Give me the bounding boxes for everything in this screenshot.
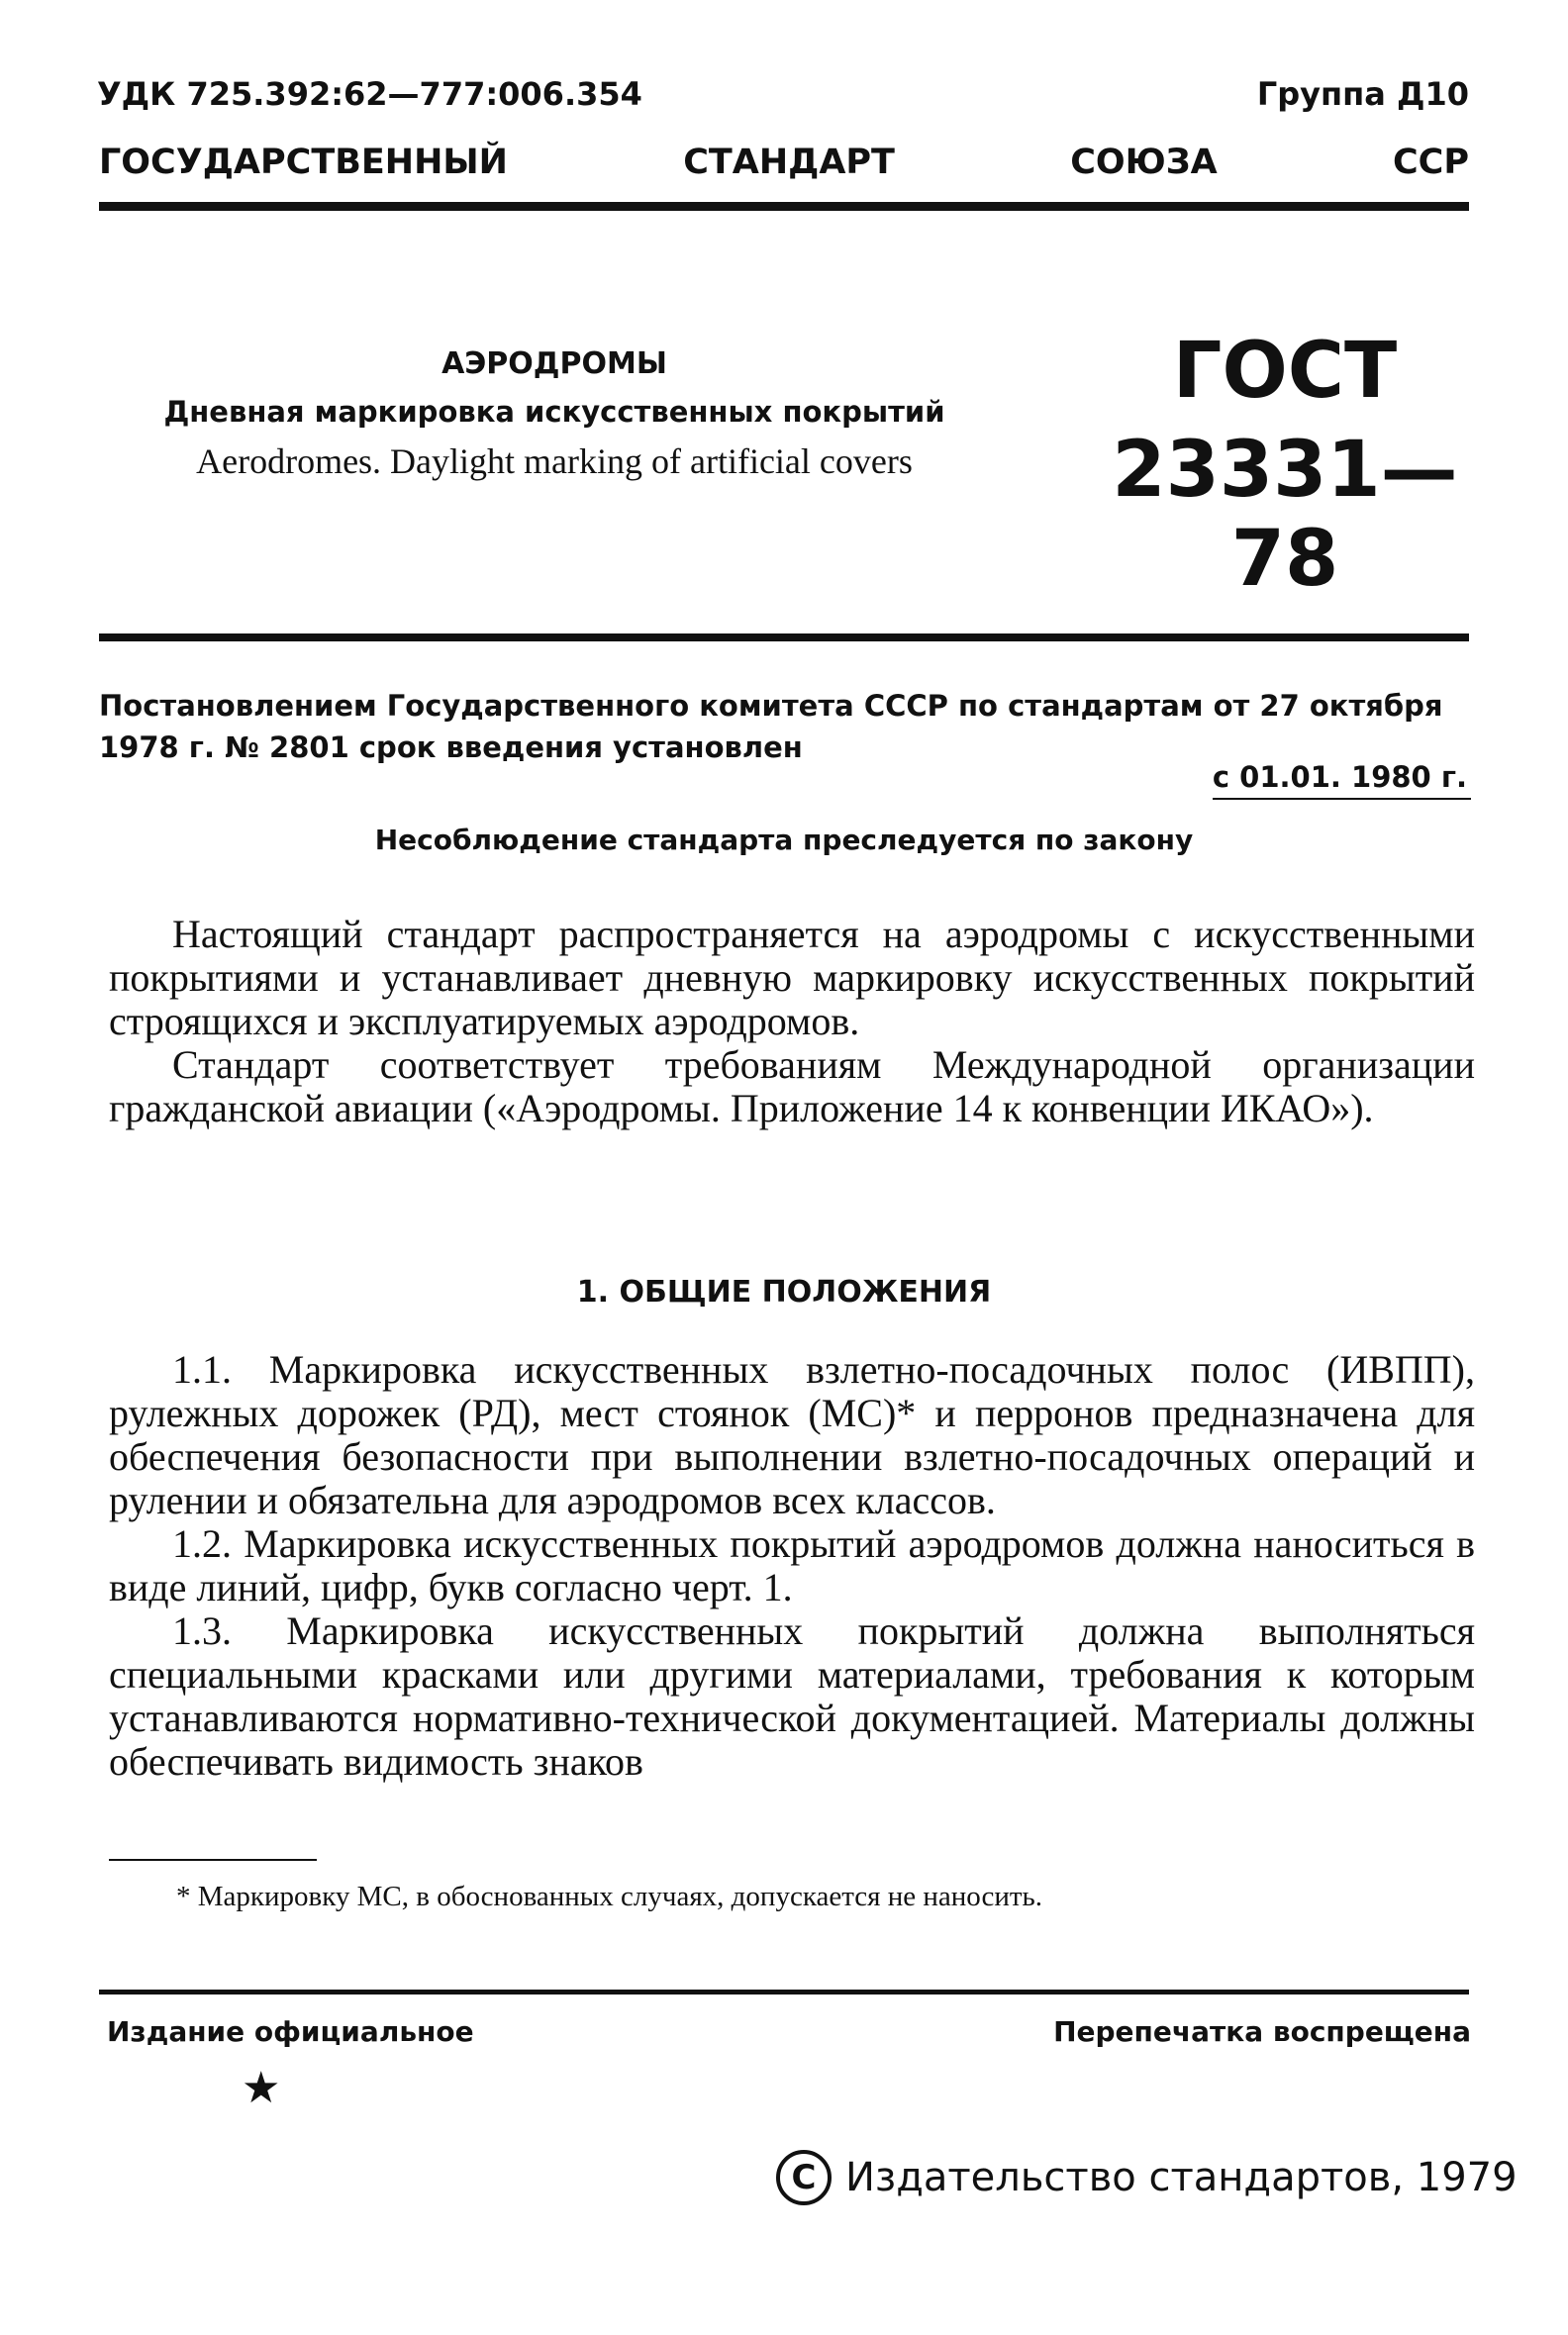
intro-paragraph-1: Настоящий стандарт распространяется на аэродромы с искусственными покрытиями и устанавливает дневную маркировку искусственных покрытий строящихся и эксплуатируемых аэродромов.	[109, 912, 1475, 1043]
publisher-name: Издательство стандартов, 1979	[845, 2155, 1518, 2200]
title-block	[109, 346, 1000, 482]
clause-1-1: 1.1. Маркировка искусственных взлетно-посадочных полос (ИВПП), рулежных дорожек (РД), мест стоянок (МС)* и перронов предназначена для обеспечения безопасности при выполнении взлетно-посадочных операций и рулении и обязательна для аэродромов всех классов.	[109, 1347, 1475, 1522]
reprint-prohibited: Перепечатка воспрещена	[1053, 2015, 1471, 2048]
footnote-rule	[109, 1859, 317, 1861]
section-heading: 1. ОБЩИЕ ПОЛОЖЕНИЯ	[576, 1275, 992, 1310]
clause-1-2: 1.2. Маркировка искусственных покрытий аэродромов должна наноситься в виде линий, цифр, букв согласно черт. 1.	[109, 1521, 1475, 1609]
gost-number: 23331—78	[1112, 426, 1458, 604]
footnote: * Маркировку МС, в обоснованных случаях, допускается не наносить.	[176, 1881, 1043, 1912]
intro-paragraph-2: Стандарт соответствует требованиям Международной организации гражданской авиации («Аэродромы. Приложение 14 к конвенции ИКАО»).	[109, 1042, 1475, 1130]
publisher-line	[776, 2150, 1518, 2205]
copyright-icon: C	[776, 2150, 832, 2205]
header-rule	[99, 202, 1469, 211]
official-edition: Издание официальное	[107, 2015, 474, 2048]
decree-text: Постановлением Государственного комитета СССР по стандартам от 27 октября 1978 г. № 2801 срок введения установлен	[99, 689, 1443, 764]
gost-label: ГОСТ	[1172, 327, 1398, 416]
state-word-4: ССР	[1392, 143, 1469, 182]
state-word-3: СОЮЗА	[1070, 143, 1218, 182]
group-code: Группа Д10	[1256, 75, 1469, 113]
title-rule	[99, 633, 1469, 641]
legal-notice: Несоблюдение стандарта преследуется по закону	[374, 824, 1194, 856]
clause-1-3: 1.3. Маркировка искусственных покрытий должна выполняться специальными красками или другими материалами, требования к которым устанавливаются нормативно-технической документацией. Материалы должны обеспечивать видимость знаков	[109, 1608, 1475, 1784]
state-standard-line	[99, 143, 1469, 182]
intro-text	[109, 913, 1475, 1130]
state-word-2: СТАНДАРТ	[683, 143, 895, 182]
udk-code: УДК 725.392:62—777:006.354	[97, 75, 642, 113]
star-icon: ★	[242, 2063, 281, 2113]
footer-rule	[99, 1990, 1469, 1994]
effective-date: с 01.01. 1980 г.	[1213, 760, 1471, 800]
document-title: АЭРОДРОМЫ	[441, 346, 667, 381]
document-subtitle-ru: Дневная маркировка искусственных покрытий	[163, 395, 945, 429]
section-text	[109, 1348, 1475, 1784]
document-subtitle-en: Aerodromes. Daylight marking of artificial covers	[196, 441, 913, 481]
state-word-1: ГОСУДАРСТВЕННЫЙ	[99, 143, 508, 182]
